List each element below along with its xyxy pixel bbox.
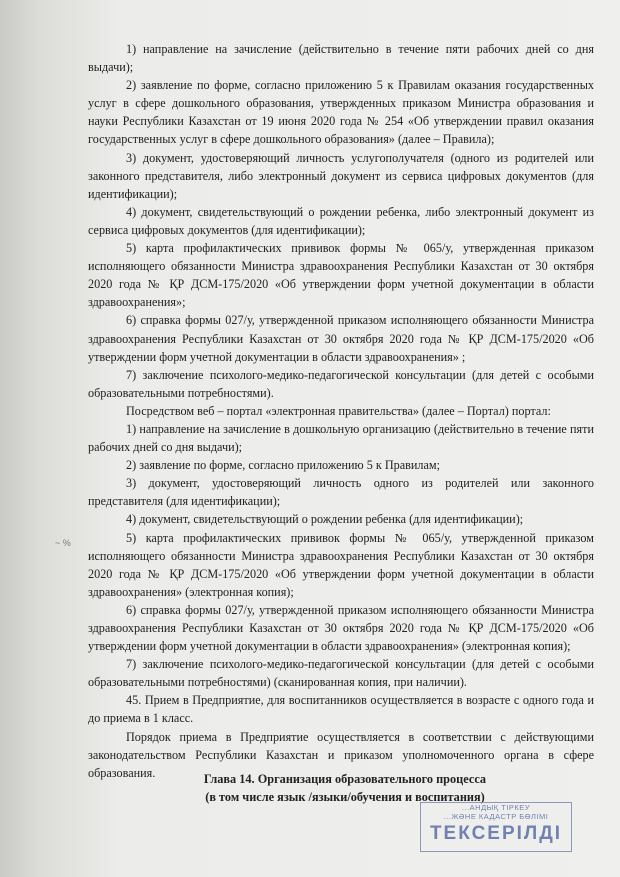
paragraph: 3) документ, удостоверяющий личность услугополучателя (одного из родителей или законного представителя, либо электронный документ из сервиса цифровых документов (для идентификации); <box>88 150 594 201</box>
chapter-heading-line2: (в том числе язык /языки/обучения и воспитания) <box>205 790 485 804</box>
stamp-line3: ТЕКСЕРІЛДІ <box>429 823 563 844</box>
paragraph: 2) заявление по форме, согласно приложению 5 к Правилам; <box>126 458 440 473</box>
stamp-line2: ...ЖӘНЕ КАДАСТР БӨЛІМІ <box>443 812 549 821</box>
paragraph: 7) заключение психолого-медико-педагогической консультации (для детей с особыми образовательными потребностями). <box>88 367 594 400</box>
paragraph: Порядок приема в Предприятие осуществляется в соответствии с действующими законодательством Республики Казахстан и приказом уполномоченного органа в сфере образования. <box>88 729 594 780</box>
paragraph: 2) заявление по форме, согласно приложению 5 к Правилам оказания государственных услуг в сфере дошкольного образования, утвержденных приказом Министра образования и науки Республики Казахстан от 19 июня 2020 года № 254 «Об утверждении правил оказания государственных услуг в сфере дошкольного образования» (далее – Правила); <box>88 78 594 147</box>
margin-mark: ~ % <box>55 538 71 548</box>
paragraph: 7) заключение психолого-медико-педагогической консультации (для детей с особыми образовательными потребностями) (сканированная копия, при наличии). <box>88 657 594 690</box>
stamp-line1: ...АНДЫҚ ТІРКЕУ <box>461 803 531 812</box>
paragraph: Посредством веб – портал «электронная правительства» (далее – Портал) портал: <box>126 403 551 418</box>
chapter-heading <box>150 770 540 806</box>
chapter-heading-line1: Глава 14. Организация образовательного процесса <box>203 772 487 786</box>
verification-stamp <box>420 802 572 852</box>
paragraph: 1) направление на зачисление (действительно в течение пяти рабочих дней со дня выдачи); <box>88 42 594 75</box>
paragraph: 6) справка формы 027/у, утвержденной приказом исполняющего обязанности Министра здравоохранения Республики Казахстан от 30 октября 2020 года № ҚР ДСМ-175/2020 «Об утверждении форм учетной документации в области здравоохранения» ; <box>88 313 594 364</box>
paragraph: 5) карта профилактических прививок формы № 065/у, утвержденной приказом исполняющего обязанности Министра здравоохранения Республики Казахстан от 30 октября 2020 года № ҚР ДСМ-175/2020 «Об утверждении форм учетной документации в области здравоохранения» (электронная копия); <box>88 530 594 599</box>
paragraph: 6) справка формы 027/у, утвержденной приказом исполняющего обязанности Министра здравоохранения Республики Казахстан от 30 октября 2020 года № ҚР ДСМ-175/2020 «Об утверждении форм учетной документации в области здравоохранения» (электронная копия); <box>88 602 594 654</box>
paragraph: 3) документ, удостоверяющий личность одного из родителей или законного представителя (для идентификации); <box>88 476 594 509</box>
paragraph: 1) направление на зачисление в дошкольную организацию (действительно в течение пяти рабочих дней со дня выдачи); <box>88 421 594 455</box>
body-text <box>88 40 594 782</box>
paragraph: 4) документ, свидетельствующий о рождении ребенка (для идентификации); <box>126 512 524 527</box>
paragraph: 5) карта профилактических прививок формы № 065/у, утвержденная приказом исполняющего обязанности Министра здравоохранения Республики Казахстан от 30 октября 2020 года № ҚР ДСМ-175/2020 «Об утверждении форм учетной документации в области здравоохранения»; <box>88 241 594 310</box>
paragraph: 45. Прием в Предприятие, для воспитанников осуществляется в возрасте с одного года и до приема в 1 класс. <box>88 693 594 726</box>
paragraph: 4) документ, свидетельствующий о рождении ребенка, либо электронный документ из сервиса цифровых документов (для идентификации); <box>88 204 594 237</box>
